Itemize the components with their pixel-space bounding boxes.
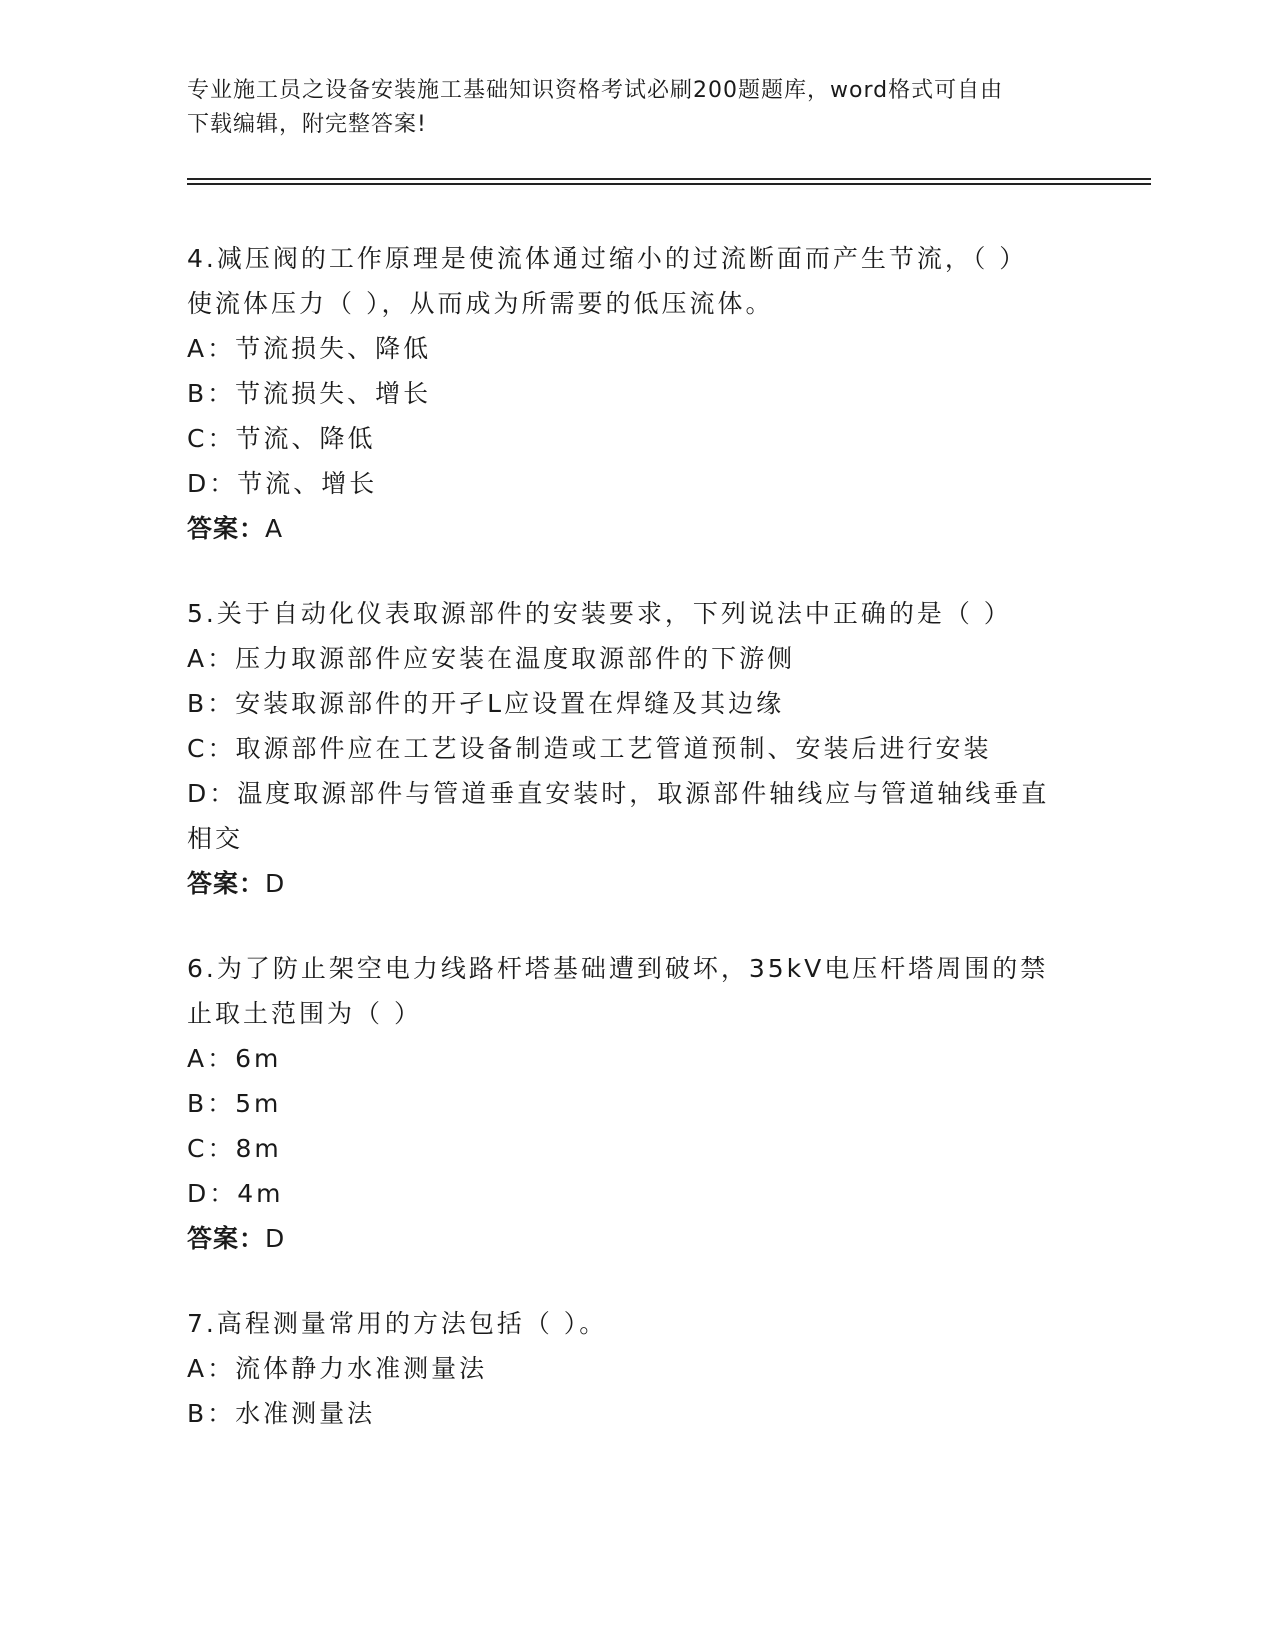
answer-value: D [265,1224,286,1253]
answer-label: 答案： [187,1224,266,1253]
option-b: B：5m [187,1089,282,1118]
option-a: A：压力取源部件应安装在温度取源部件的下游侧 [187,644,796,673]
option-b: B：水准测量法 [187,1399,376,1428]
question-stem-line: 7.高程测量常用的方法包括（ ）。 [187,1309,608,1338]
header-divider-bottom [187,183,1151,185]
question-stem-line: 4.减压阀的工作原理是使流体通过缩小的过流断面而产生节流，（ ） [187,244,1028,273]
option-c: C：取源部件应在工艺设备制造或工艺管道预制、安装后进行安装 [187,734,992,763]
question-stem-line: 止取土范围为（ ） [187,999,422,1028]
option-b: B：节流损失、增长 [187,379,432,408]
option-a: A：流体静力水准测量法 [187,1354,488,1383]
header-divider-top [187,178,1151,180]
question-stem-line: 5.关于自动化仪表取源部件的安装要求，下列说法中正确的是（ ） [187,599,1012,628]
answer-label: 答案： [187,869,266,898]
question-item [187,236,1087,551]
option-c: C：节流、降低 [187,424,376,453]
option-a: A：6m [187,1044,282,1073]
option-b: B：安装取源部件的开孑L应设置在焊缝及其边缘 [187,689,785,718]
question-item [187,1301,1087,1436]
question-stem-line: 6.为了防止架空电力线路杆塔基础遭到破坏，35kV电压杆塔周围的禁 [187,954,1049,983]
answer-label: 答案： [187,514,266,543]
answer-value: D [265,869,286,898]
question-list [187,236,1087,1476]
document-header [187,74,1087,142]
option-a: A：节流损失、降低 [187,334,432,363]
answer-value: A [265,514,284,543]
header-line-2: 下载编辑，附完整答案! [187,112,427,137]
option-d: D：节流、增长 [187,469,378,498]
question-item [187,591,1087,906]
header-line-1: 专业施工员之设备安装施工基础知识资格考试必刷200题题库，word格式可自由 [187,78,1004,103]
option-d: D：4m [187,1179,284,1208]
question-item [187,946,1087,1261]
answer-line [187,506,1087,551]
option-d-continuation: 相交 [187,824,244,853]
option-d: D：温度取源部件与管道垂直安装时，取源部件轴线应与管道轴线垂直 [187,779,1050,808]
answer-line [187,1216,1087,1261]
question-stem-line: 使流体压力（ ），从而成为所需要的低压流体。 [187,289,774,318]
answer-line [187,861,1087,906]
option-c: C：8m [187,1134,282,1163]
